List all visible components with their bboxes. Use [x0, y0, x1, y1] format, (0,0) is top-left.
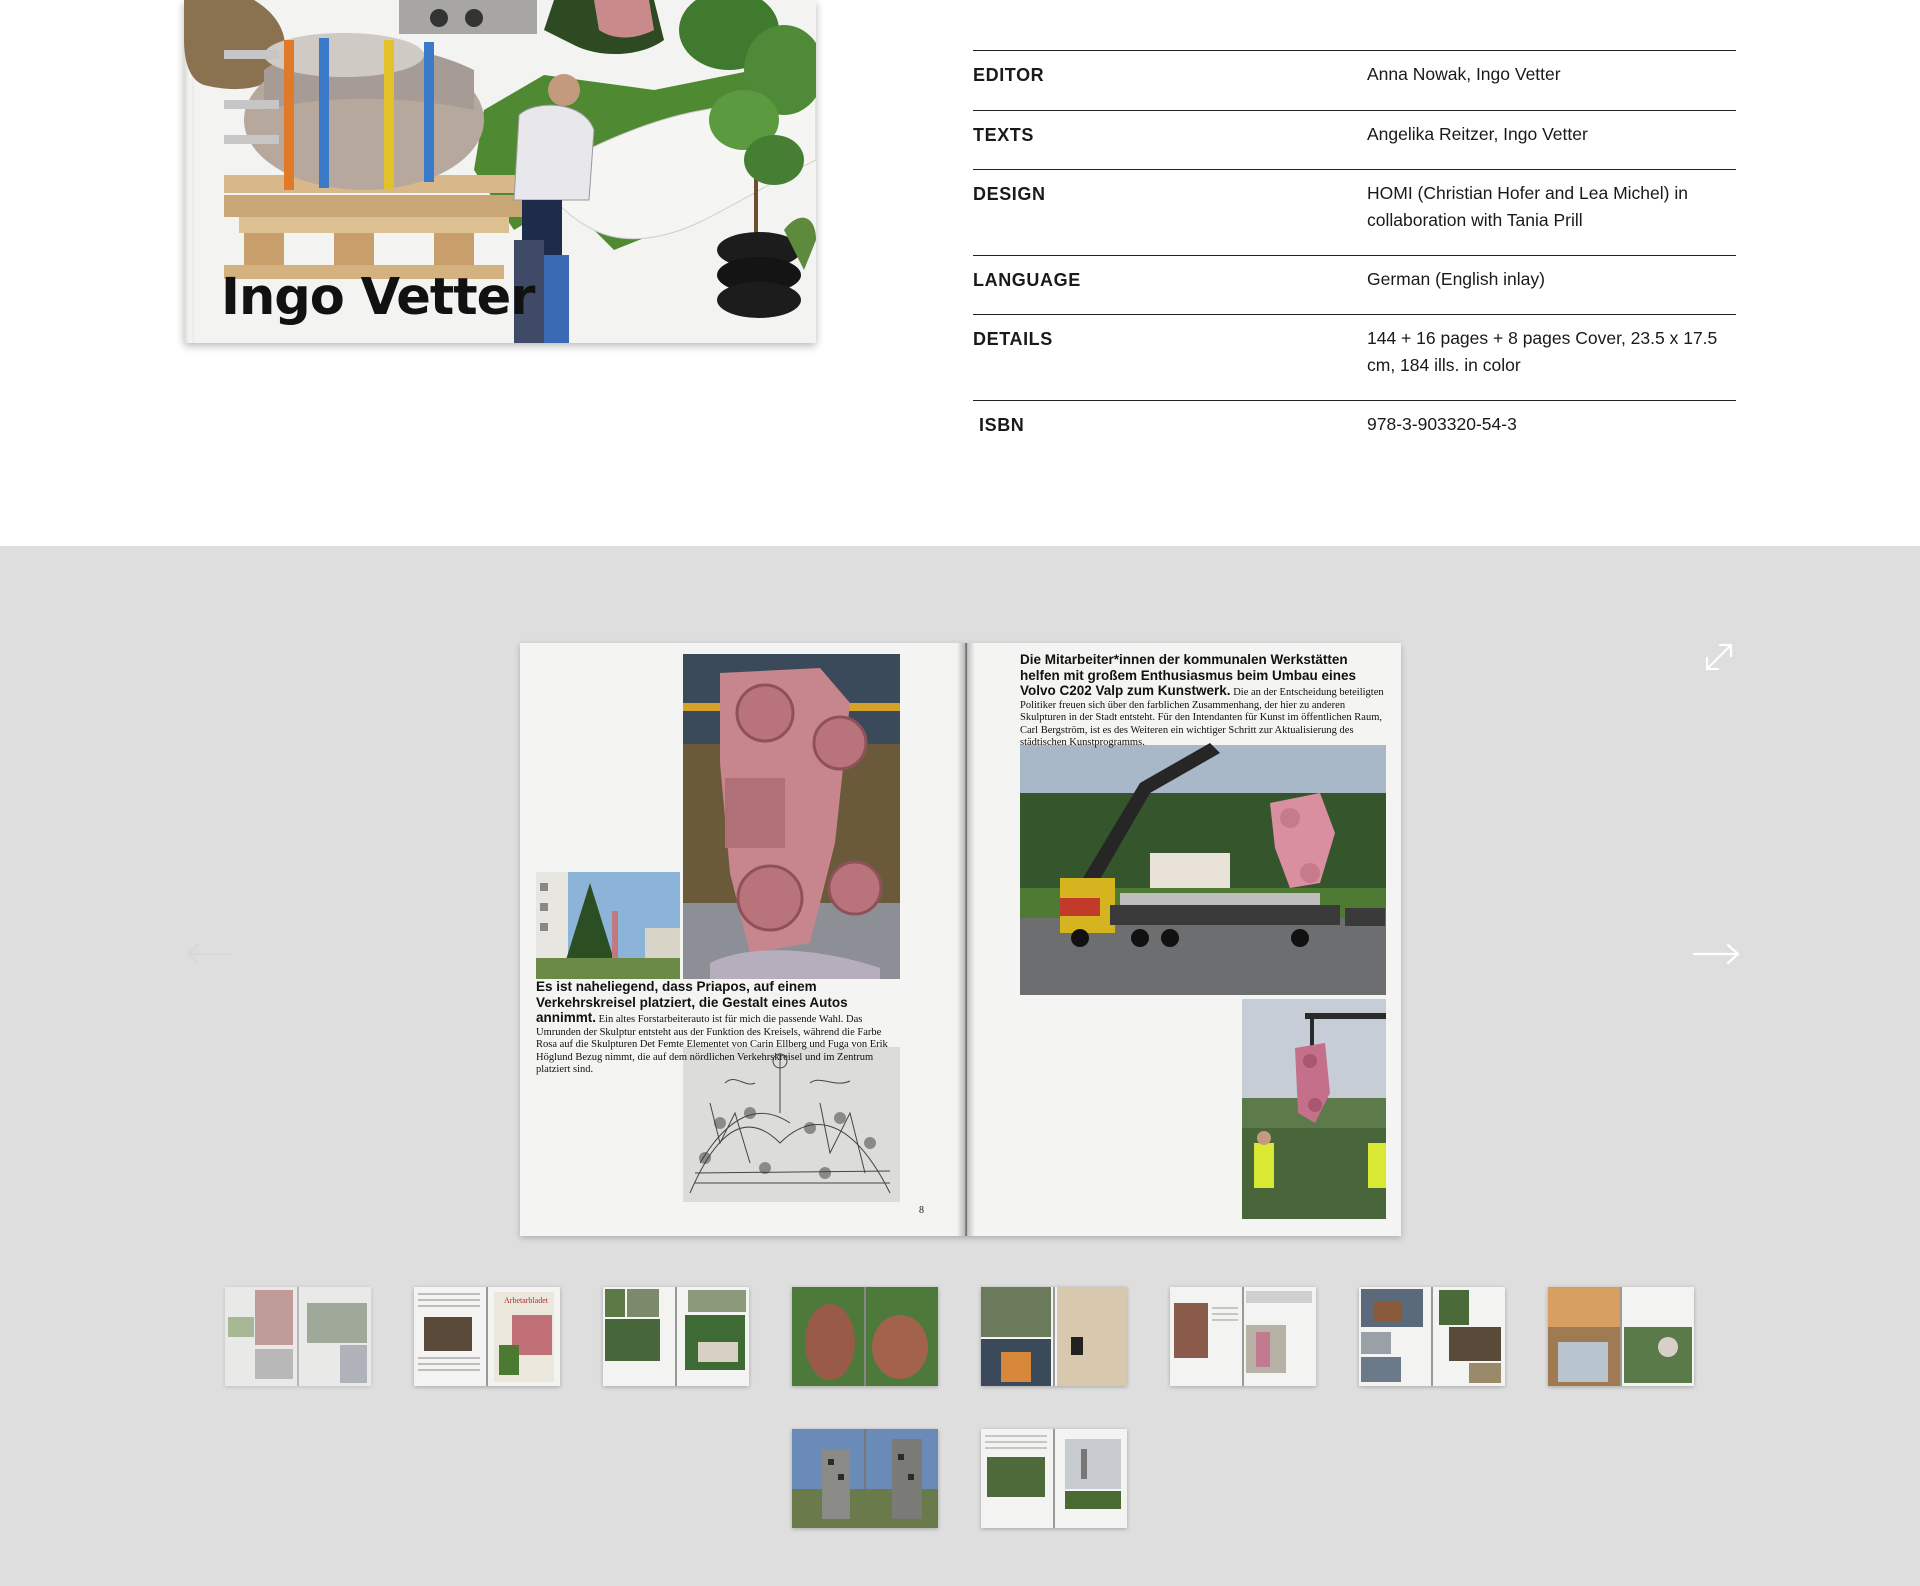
- detail-value: 144 + 16 pages + 8 pages Cover, 23.5 x 17.5 cm, 184 ills. in color: [1367, 328, 1718, 375]
- detail-value: Anna Nowak, Ingo Vetter: [1367, 64, 1561, 84]
- detail-row-isbn: [973, 400, 1736, 450]
- detail-row-design: [973, 169, 1736, 255]
- book-info-section: [0, 0, 1920, 546]
- cover-title: Ingo Vetter: [221, 268, 535, 327]
- detail-row-language: [973, 255, 1736, 314]
- thumbnail-2[interactable]: [414, 1287, 560, 1386]
- detail-value: HOMI (Christian Hofer and Lea Michel) in collaboration with Tania Prill: [1367, 183, 1688, 230]
- spread-gutter: [957, 643, 975, 1236]
- thumbnail-6[interactable]: [1170, 1287, 1316, 1386]
- detail-label: ISBN: [979, 415, 1025, 435]
- thumbnail-9[interactable]: [792, 1429, 938, 1528]
- arrow-right-icon[interactable]: [1690, 939, 1742, 969]
- right-page-caption: [1020, 653, 1386, 750]
- thumbnail-3[interactable]: [603, 1287, 749, 1386]
- right-caption-lead: Die Mitarbeiter*innen der kommunalen Werkstätten helfen mit großem Enthusiasmus beim Umbau eines Volvo C202 Valp zum Kunstwerk.: [1020, 652, 1357, 698]
- thumbnail-5[interactable]: [981, 1287, 1127, 1386]
- detail-label: LANGUAGE: [973, 270, 1081, 290]
- book-gallery: [0, 546, 1920, 1586]
- detail-row-editor: [973, 50, 1736, 110]
- detail-row-details: [973, 314, 1736, 400]
- thumbnail-7[interactable]: [1359, 1287, 1505, 1386]
- detail-value: German (English inlay): [1367, 269, 1545, 289]
- page-number: 8: [919, 1205, 924, 1216]
- right-caption-body: Die an der Entscheidung beteiligten Politiker freuen sich über den farblichen Zusammenhang, der hier zu anderen Skulpturen in der Stadt entsteht. Für den Intendanten für Kunst im öffentlichen Raum, Carl Bergström, ist es des Weiteren ein wichtiger Schritt zur Aktualisierung des städtischen Kunstprogramms.: [1020, 687, 1384, 748]
- thumbnail-label: Arbetarbladet: [504, 1296, 548, 1305]
- left-caption-lead: Es ist naheliegend, dass Priapos, auf einem Verkehrskreisel platziert, die Gestalt eines Autos annimmt.: [536, 979, 848, 1025]
- thumbnail-4[interactable]: [792, 1287, 938, 1386]
- detail-value: Angelika Reitzer, Ingo Vetter: [1367, 124, 1588, 144]
- thumbnail-8[interactable]: [1548, 1287, 1694, 1386]
- book-details-table: [973, 50, 1736, 450]
- gallery-main-spread[interactable]: [520, 643, 1401, 1236]
- thumbnail-10[interactable]: [981, 1429, 1127, 1528]
- detail-value: 978-3-903320-54-3: [1367, 414, 1517, 434]
- detail-label: TEXTS: [973, 125, 1035, 145]
- detail-label: DETAILS: [973, 329, 1053, 349]
- detail-row-texts: [973, 110, 1736, 169]
- thumbnail-1[interactable]: [225, 1287, 371, 1386]
- detail-label: DESIGN: [973, 184, 1046, 204]
- arrow-left-icon[interactable]: [184, 939, 236, 969]
- left-page-caption: [536, 980, 904, 1077]
- detail-label: EDITOR: [973, 65, 1045, 85]
- book-cover: [184, 0, 816, 343]
- left-caption-body: Ein altes Forstarbeiterauto ist für mich die passende Wahl. Das Umrunden der Skulptur entsteht aus der Funktion des Kreisels, während die Farbe Rosa auf die Skulpturen Det Femte Elementet von Carin Ellberg und Fuga von Erik Höglund Bezug nimmt, die auf dem nördlichen Verkehrskreisel und im Zentrum platziert sind.: [536, 1014, 888, 1075]
- expand-icon[interactable]: [1702, 640, 1736, 674]
